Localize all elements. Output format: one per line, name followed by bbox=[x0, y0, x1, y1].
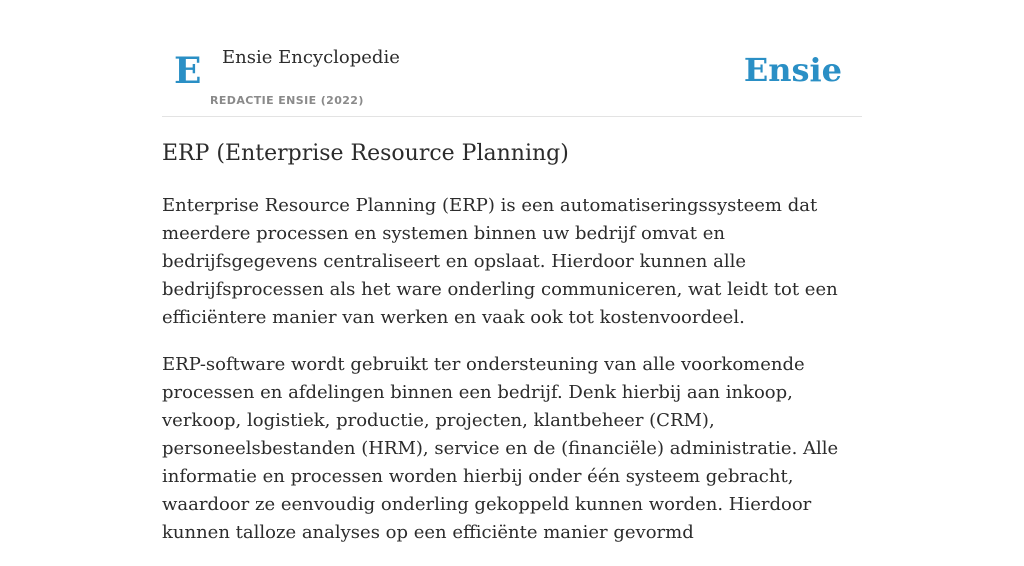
article-paragraph: ERP-software wordt gebruikt ter ondersteuning van alle voorkomende processen en afdelingen binnen een bedrijf. Denk hierbij aan inkoop, verkoop, logistiek, productie, projecten, klantbeheer (CRM), personeelsbestanden (HRM), service en de (financiële) administratie. Alle informatie en processen worden hierbij onder één systeem gebracht, waardoor ze eenvoudig onderling gekoppeld kunnen worden. Hierdoor kunnen talloze analyses op een efficiënte manier gevormd bbox=[162, 354, 839, 543]
article-title: ERP (Enterprise Resource Planning) bbox=[162, 141, 569, 166]
author-byline[interactable]: REDACTIE ENSIE (2022) bbox=[210, 94, 364, 107]
site-name[interactable]: Ensie Encyclopedie bbox=[222, 47, 400, 68]
page-container bbox=[162, 0, 862, 543]
article-body bbox=[162, 192, 862, 566]
brand-logo[interactable]: Ensie bbox=[743, 51, 842, 89]
article-paragraph: Enterprise Resource Planning (ERP) is een automatiseringssysteem dat meerdere processen en systemen binnen uw bedrijf omvat en bedrijfsgegevens centraliseert en opslaat. Hierdoor kunnen alle bedrijfsprocessen als het ware onderling communiceren, wat leidt tot een efficiëntere manier van werken en vaak ook tot kostenvoordeel. bbox=[162, 195, 838, 328]
site-header bbox=[162, 0, 862, 117]
site-logo[interactable]: E bbox=[174, 50, 202, 92]
